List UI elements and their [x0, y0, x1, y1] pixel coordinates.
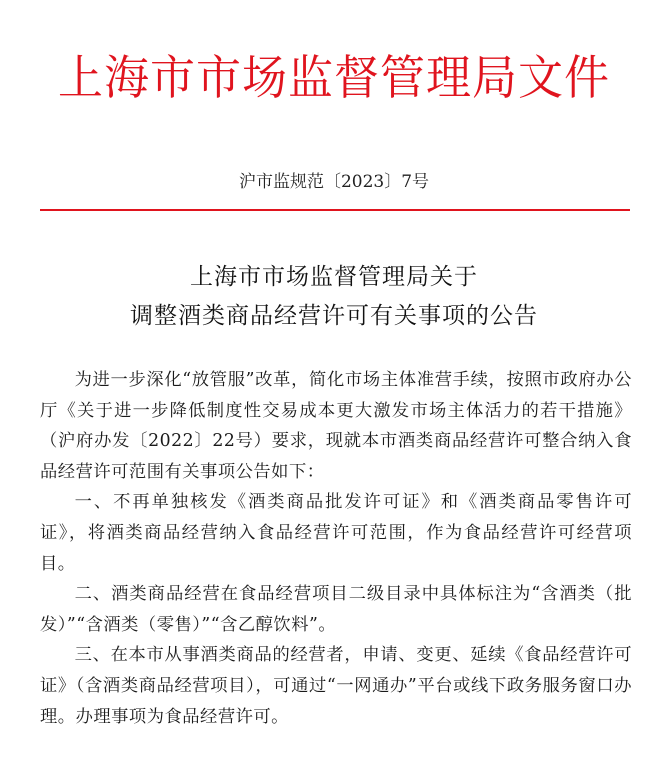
- notice-title-line-2: 调整酒类商品经营许可有关事项的公告: [130, 303, 538, 329]
- paragraph-item-3: 三、在本市从事酒类商品的经营者，申请、变更、延续《食品经营许可证》（含酒类商品经营项目），可通过“一网通办”平台或线下政务服务窗口办理。办理事项为食品经营许可。: [40, 645, 632, 727]
- document-number: 沪市监规范〔2023〕7号: [238, 172, 430, 192]
- notice-title: [0, 258, 668, 336]
- document-header-title: 上海市市场监督管理局文件: [57, 49, 610, 106]
- paragraph-intro: 为进一步深化“放管服”改革，简化市场主体准营手续，按照市政府办公厅《关于进一步降低制度性交易成本更大激发市场主体活力的若干措施》（沪府办发〔2022〕22号）要求，现就本市酒类商品经营许可整合纳入食品经营许可范围有关事项公告如下：: [40, 370, 632, 482]
- red-divider-line: [40, 209, 630, 211]
- paragraph-item-2: 二、酒类商品经营在食品经营项目二级目录中具体标注为“含酒类（批发）”“含酒类（零售）”“含乙醇饮料”。: [40, 584, 632, 635]
- notice-body: [40, 365, 632, 732]
- notice-title-line-1: 上海市市场监督管理局关于: [190, 264, 478, 290]
- paragraph-item-1: 一、不再单独核发《酒类商品批发许可证》和《酒类商品零售许可证》，将酒类商品经营纳入食品经营许可范围，作为食品经营许可经营项目。: [40, 492, 632, 574]
